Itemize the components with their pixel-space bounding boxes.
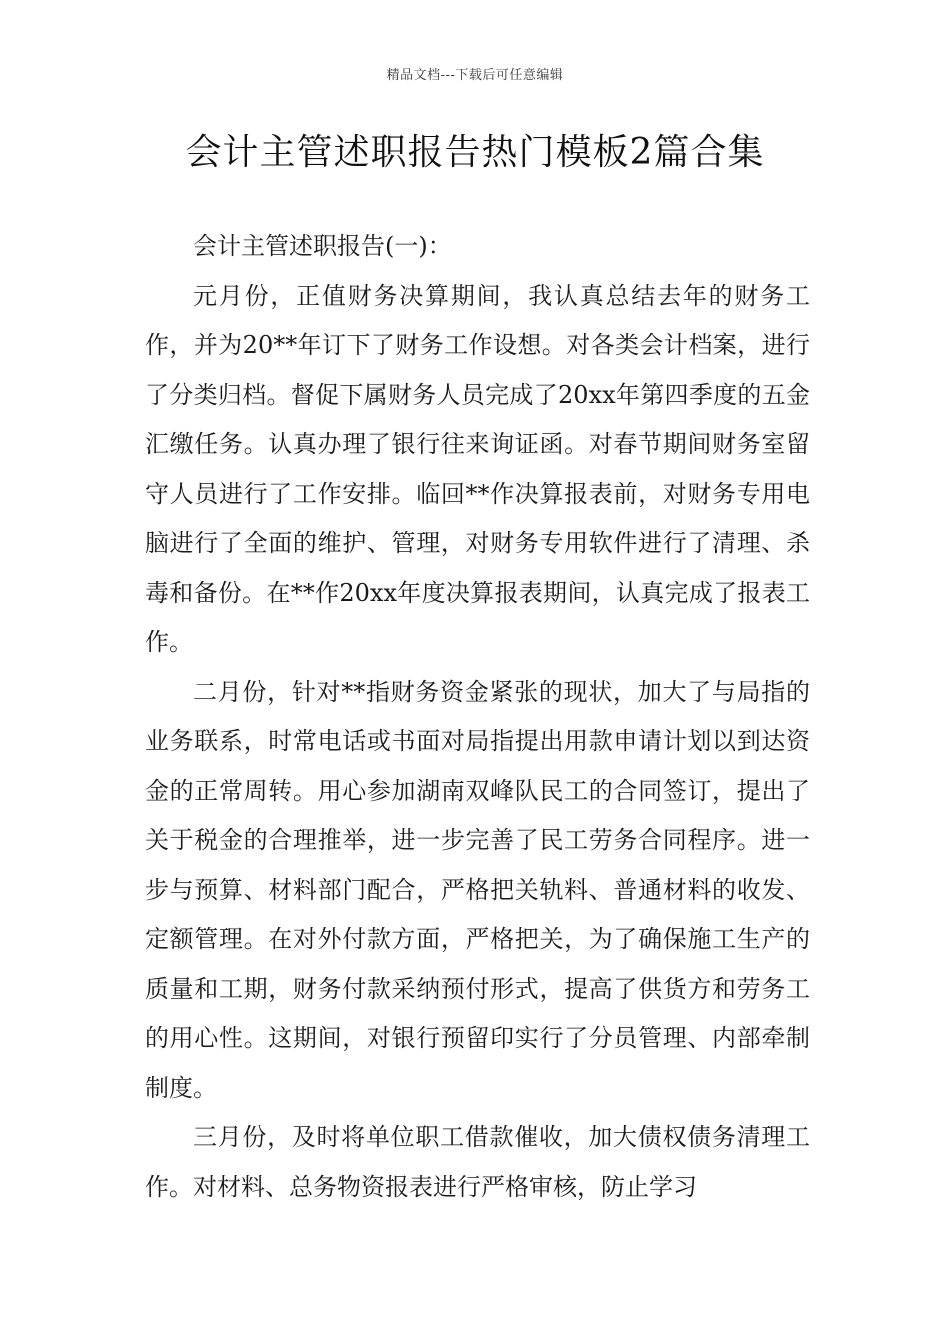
document-body <box>145 222 810 1212</box>
section-heading: 会计主管述职报告(一)： <box>193 232 452 260</box>
header-watermark: 精品文档---下载后可任意编辑 <box>386 68 564 83</box>
document-title: 会计主管述职报告热门模板2篇合集 <box>185 132 765 173</box>
paragraph-january: 元月份，正值财务决算期间，我认真总结去年的财务工作，并为20**年订下了财务工作设想。对各类会计档案，进行了分类归档。督促下属财务人员完成了20xx年第四季度的五金汇缴任务。认真办理了银行往来询证函。对春节期间财务室留守人员进行了工作安排。临回**作决算报表前，对财务专用电脑进行了全面的维护、管理，对财务专用软件进行了清理、杀毒和备份。在**作20xx年度决算报表期间，认真完成了报表工作。 <box>145 281 810 656</box>
paragraph-february: 二月份，针对**指财务资金紧张的现状，加大了与局指的业务联系，时常电话或书面对局指提出用款申请计划以到达资金的正常周转。用心参加湖南双峰队民工的合同签订，提出了关于税金的合理推举，进一步完善了民工劳务合同程序。进一步与预算、材料部门配合，严格把关轨料、普通材料的收发、定额管理。在对外付款方面，严格把关，为了确保施工生产的质量和工期，财务付款采纳预付形式，提高了供货方和劳务工的用心性。这期间，对银行预留印实行了分员管理、内部牵制制度。 <box>145 677 810 1102</box>
paragraph-march: 三月份，及时将单位职工借款催收，加大债权债务清理工作。对材料、总务物资报表进行严格审核，防止学习 <box>145 1123 810 1201</box>
